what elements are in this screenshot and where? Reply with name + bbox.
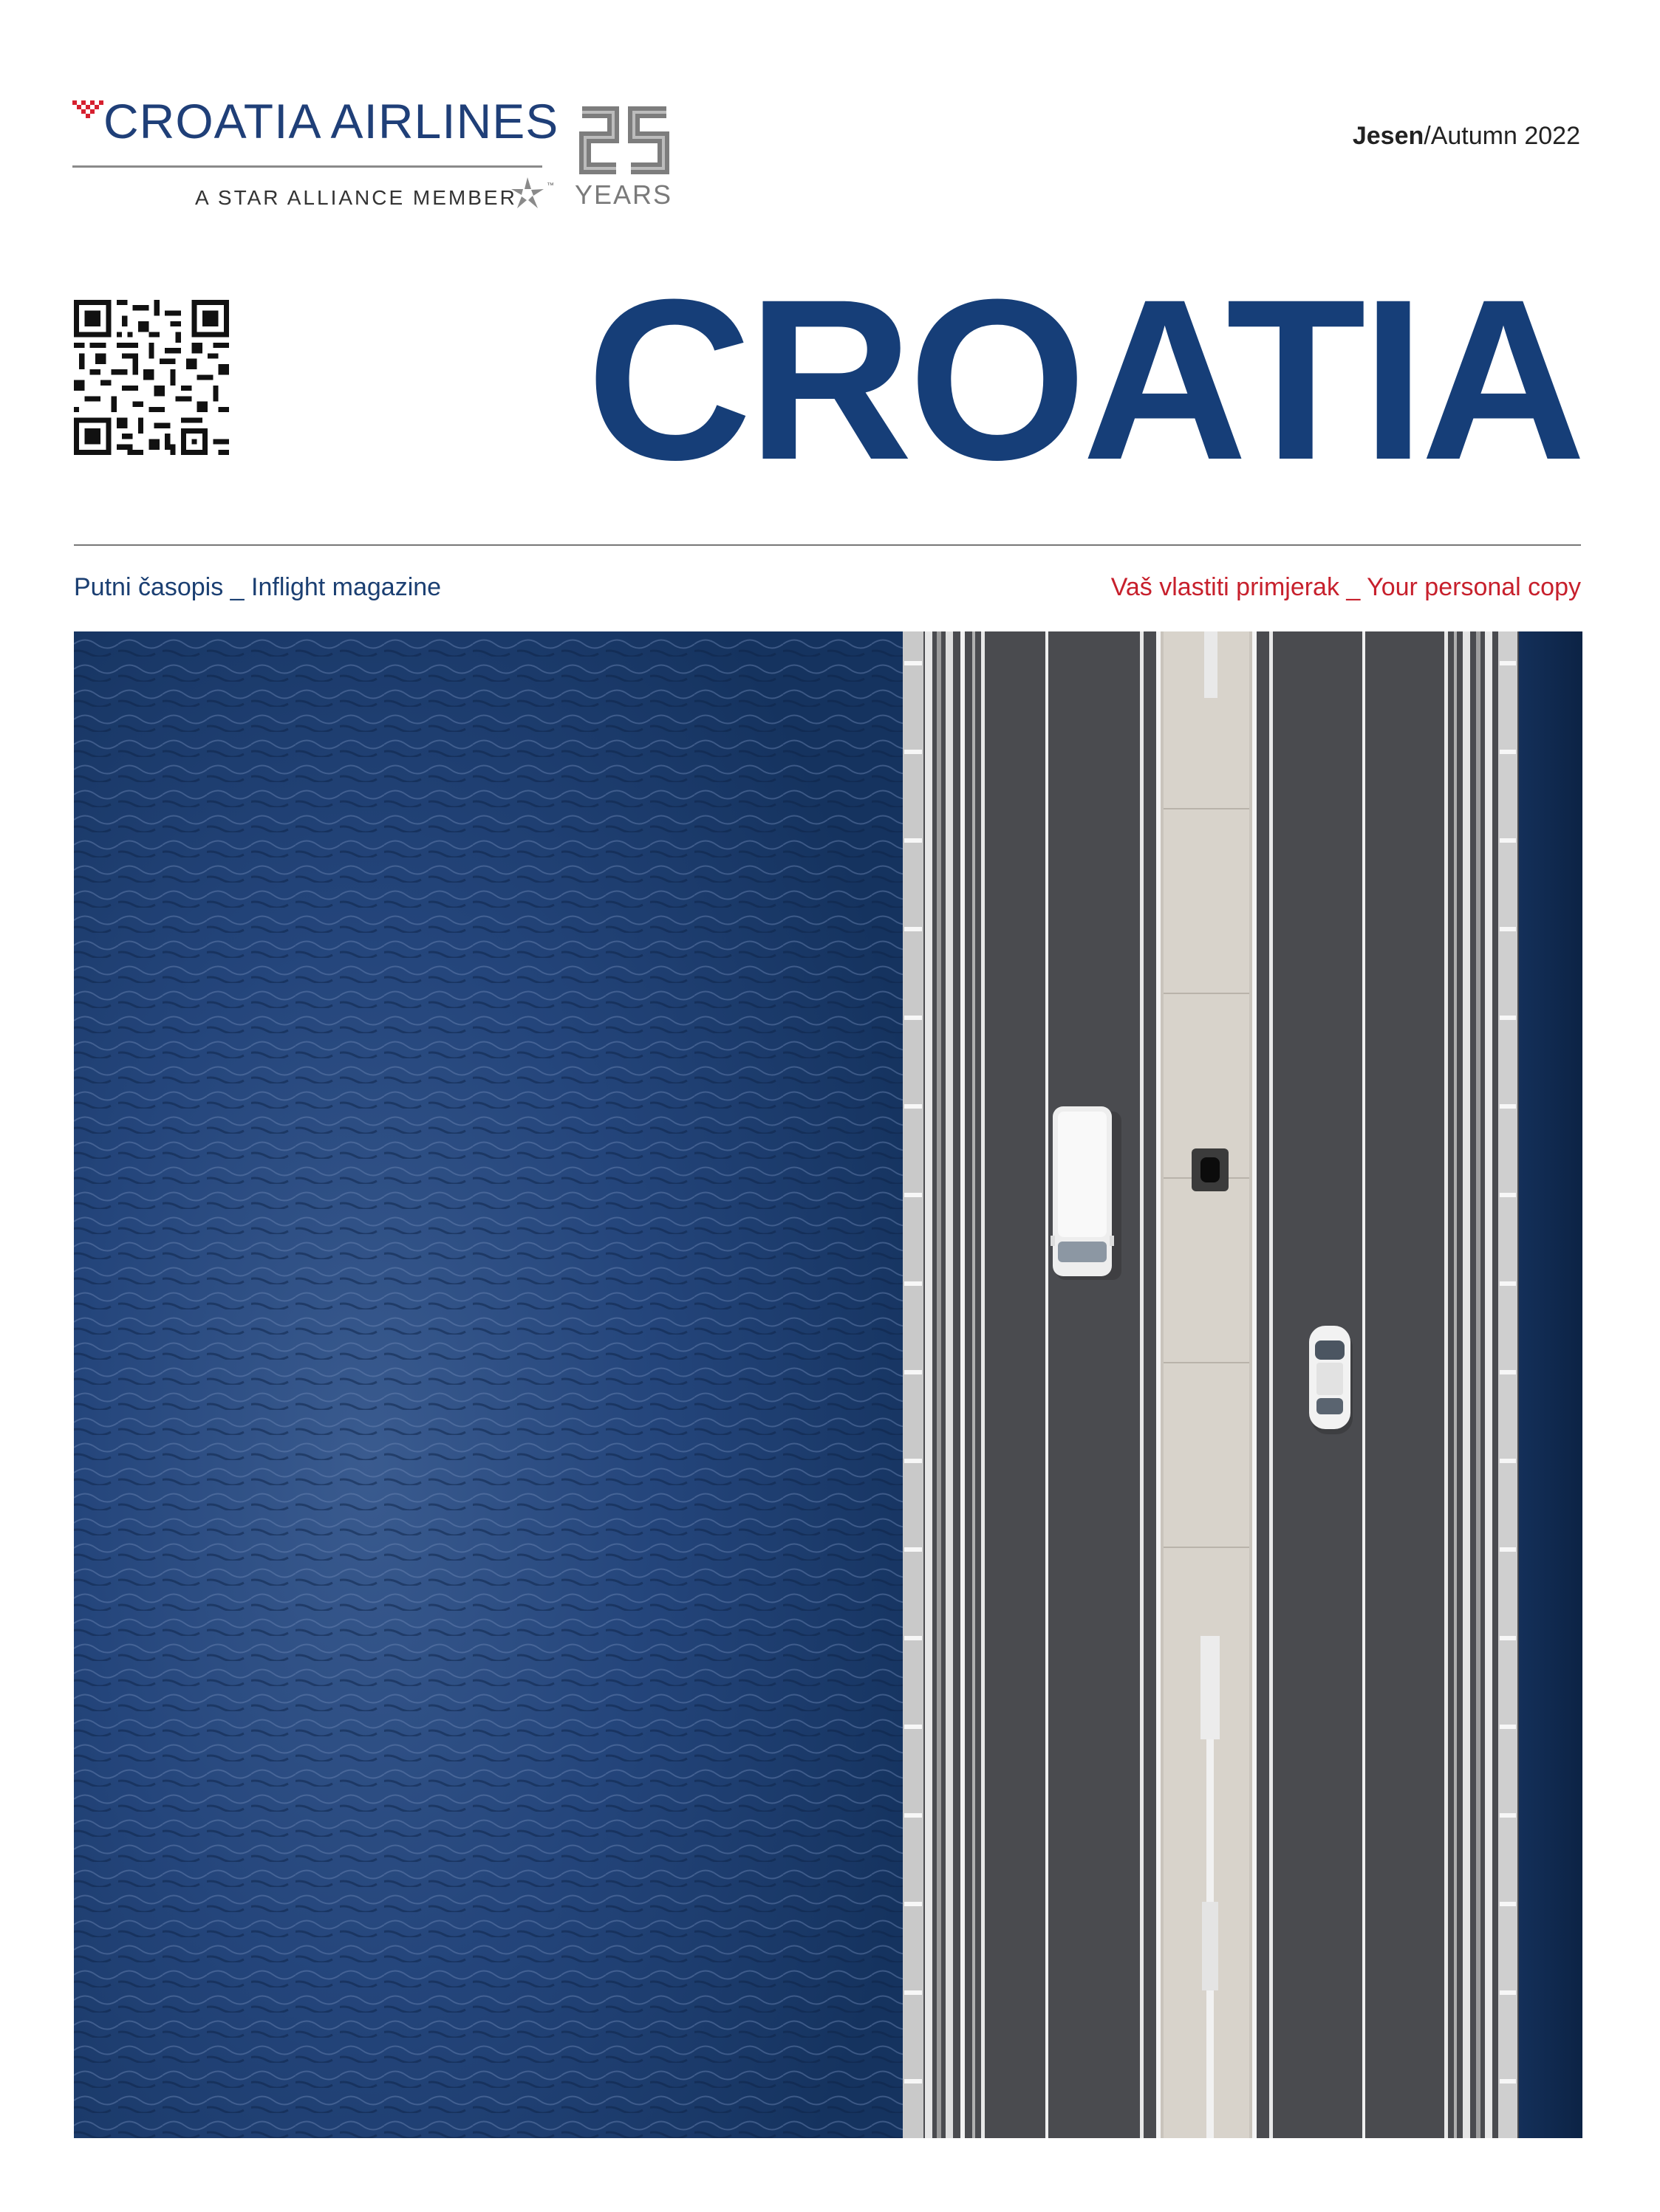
tagline-left-en: Inflight magazine xyxy=(251,573,442,601)
issue-date xyxy=(1353,121,1580,151)
magazine-title: CROATIA xyxy=(586,251,1582,507)
van xyxy=(1051,1106,1121,1280)
tagline-personal-copy xyxy=(1111,572,1581,602)
car xyxy=(1309,1326,1353,1434)
tagline-left-hr: Putni časopis xyxy=(74,573,224,601)
issue-separator: / xyxy=(1424,122,1431,150)
logo-divider xyxy=(72,165,542,168)
alliance-text: A STAR ALLIANCE MEMBER xyxy=(195,186,517,209)
anniversary-years-label: YEARS xyxy=(575,179,673,210)
tagline-left-separator: _ xyxy=(223,573,252,601)
issue-year: 2022 xyxy=(1524,122,1580,150)
sea-right xyxy=(1517,631,1582,2138)
issue-season-hr: Jesen xyxy=(1352,122,1424,150)
airline-name: CROATIA AIRLINES xyxy=(103,94,559,148)
checkered-logo-icon xyxy=(72,100,108,130)
cover-photo xyxy=(74,631,1582,2138)
tagline-right-hr: Vaš vlastiti primjerak xyxy=(1110,573,1339,601)
tagline-right-en: Your personal copy xyxy=(1367,573,1581,601)
anniversary-25-icon xyxy=(576,103,672,177)
tagline-right-separator: _ xyxy=(1339,573,1367,601)
qr-code-icon[interactable] xyxy=(74,300,229,455)
tagline-inflight xyxy=(74,572,441,602)
issue-season-en: Autumn xyxy=(1430,122,1517,150)
header-divider xyxy=(74,544,1581,546)
star-alliance-icon xyxy=(510,176,545,211)
trademark-mark: ™ xyxy=(547,182,554,190)
